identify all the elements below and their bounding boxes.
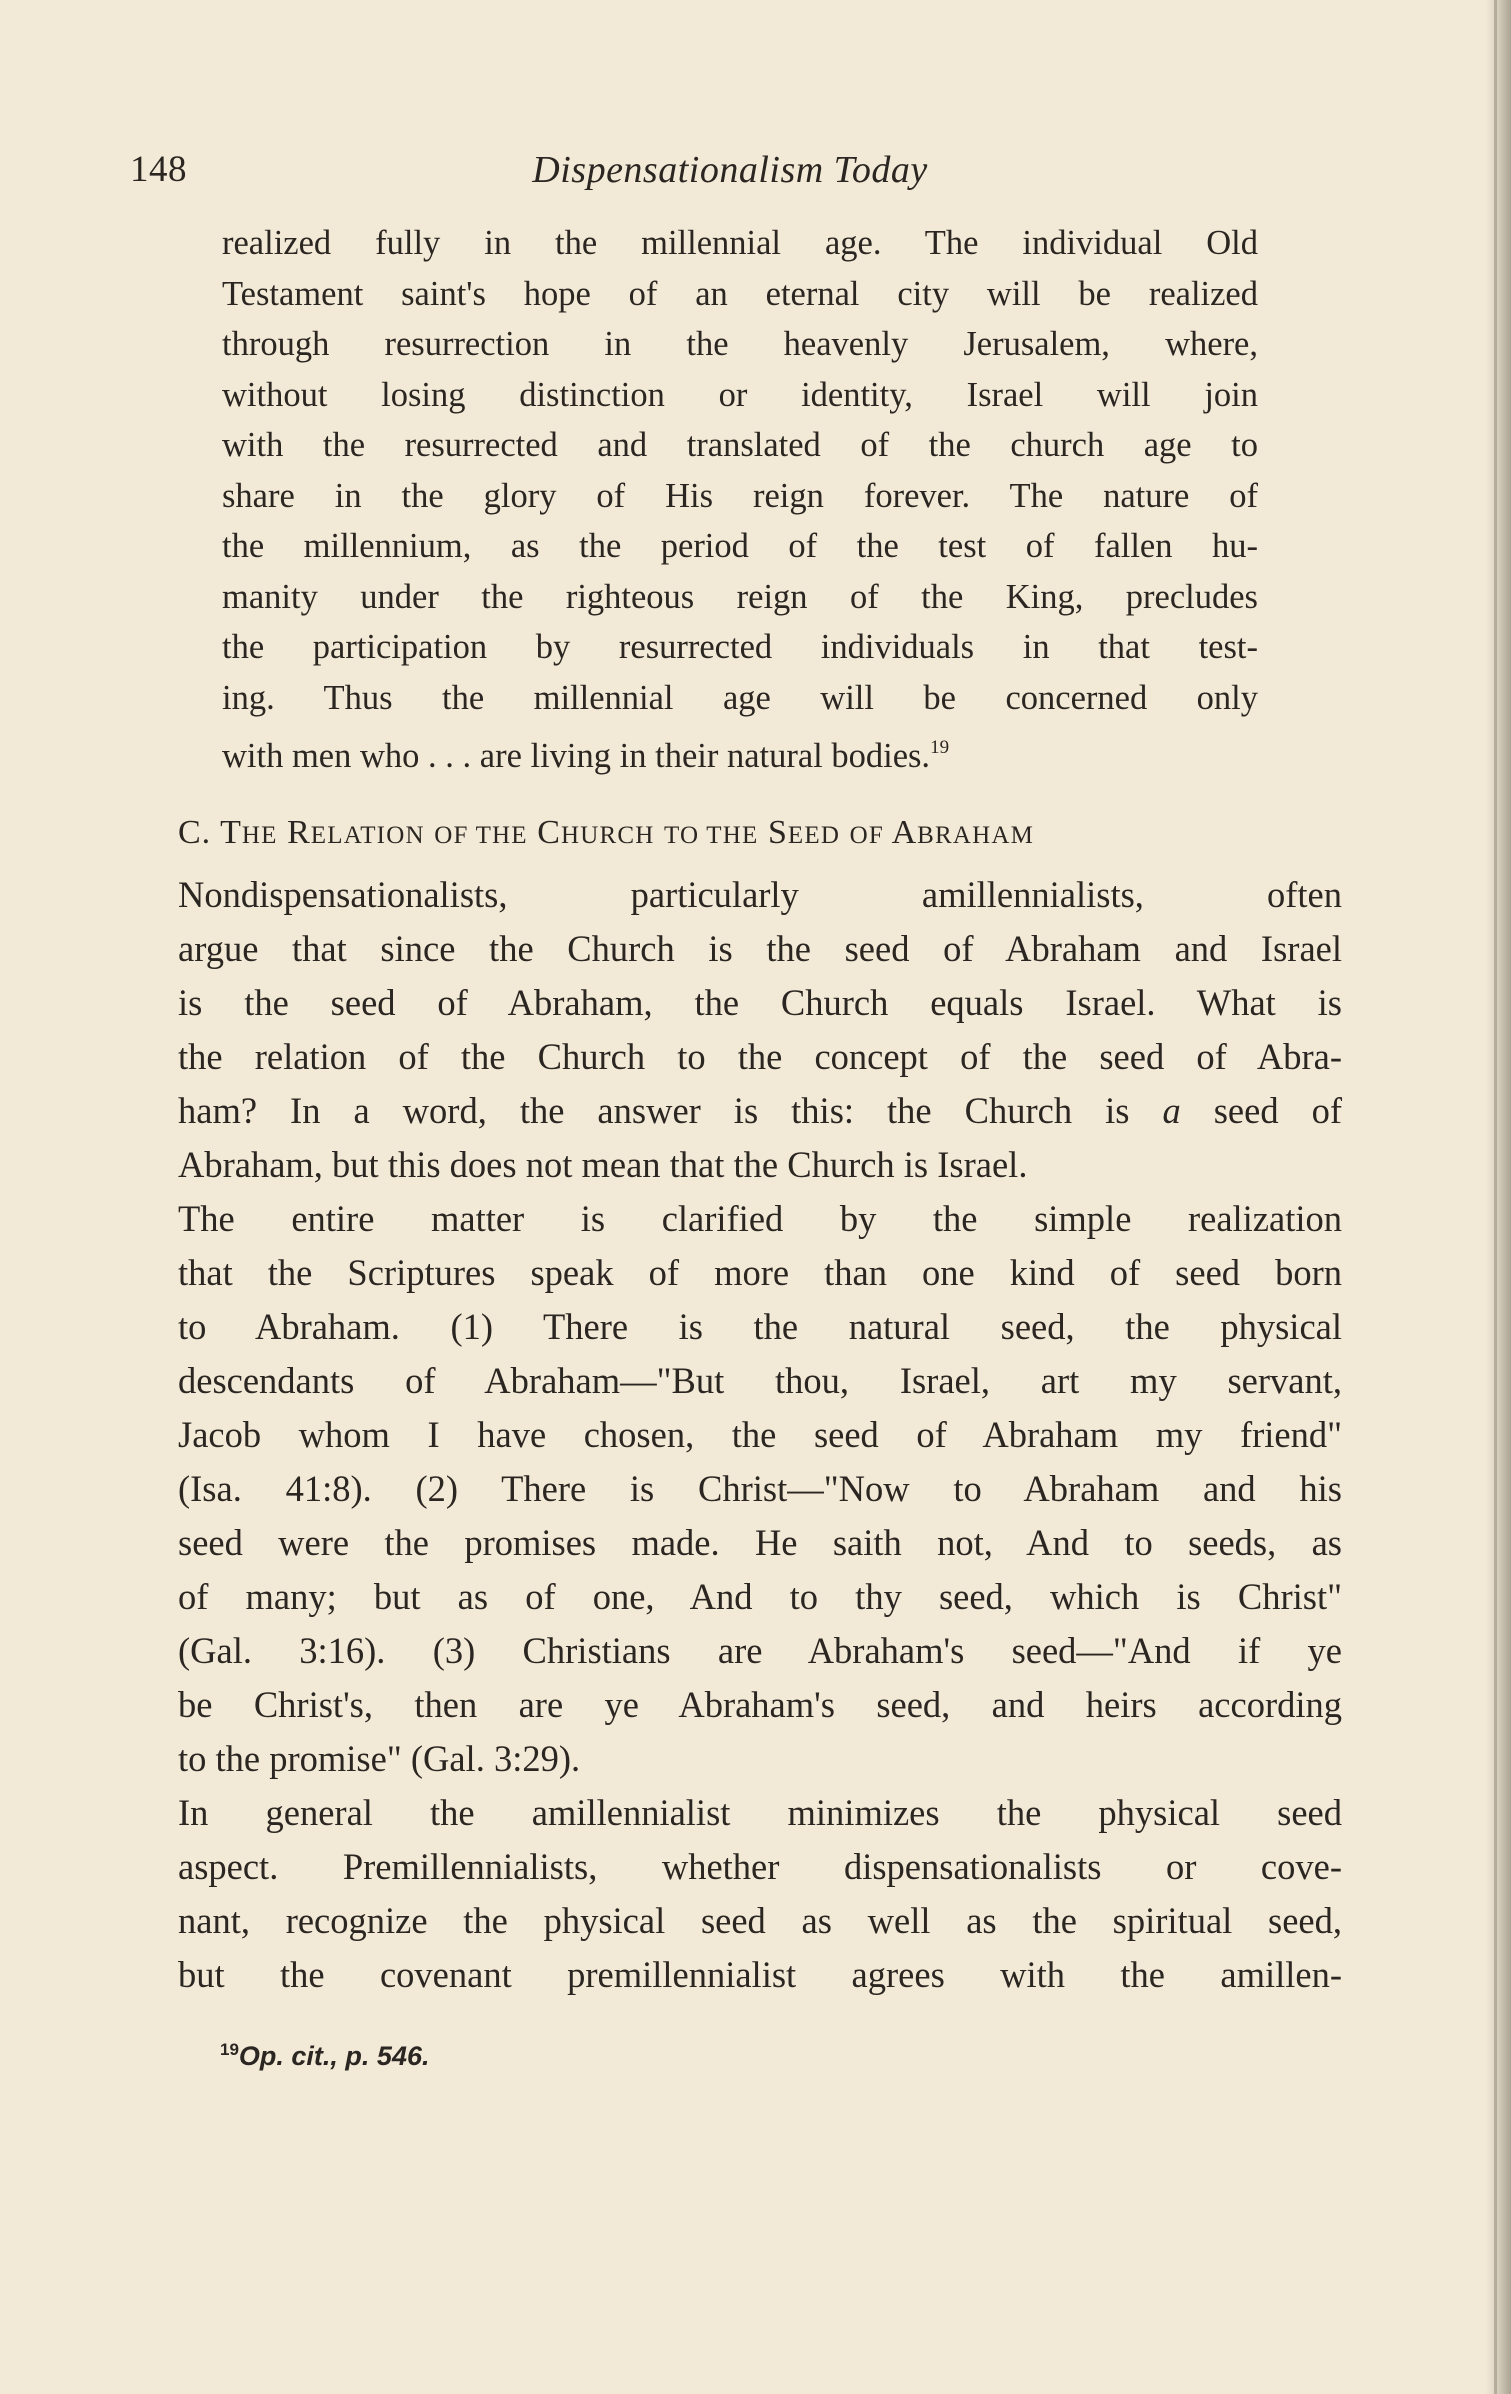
footnote-number: 19 bbox=[220, 2040, 239, 2059]
title-word: OF THE bbox=[434, 822, 528, 849]
paragraph-line: to Abraham. (1) There is the natural seed, the physical bbox=[178, 1306, 1342, 1347]
paragraph-line: seed were the promises made. He saith not, And to seeds, as bbox=[178, 1522, 1342, 1563]
title-word: CHURCH bbox=[537, 814, 655, 851]
paragraph-line: the relation of the Church to the concept of the seed of Abra- bbox=[178, 1036, 1342, 1077]
paragraph-line: Jacob whom I have chosen, the seed of Abraham my friend" bbox=[178, 1414, 1342, 1455]
quote-line: share in the glory of His reign forever. The nature of bbox=[222, 476, 1258, 515]
footnote bbox=[220, 2030, 429, 2076]
quote-line: without losing distinction or identity, Israel will join bbox=[222, 375, 1258, 414]
paragraph-line: Abraham, but this does not mean that the Church is Israel. bbox=[178, 1144, 1028, 1185]
running-head bbox=[130, 140, 1290, 200]
paragraph-line: is the seed of Abraham, the Church equals Israel. What is bbox=[178, 982, 1342, 1023]
quote-line: Testament saint's hope of an eternal city will be realized bbox=[222, 274, 1258, 313]
quote-line: ing. Thus the millennial age will be concerned only bbox=[222, 678, 1258, 717]
italic-a: a bbox=[1162, 1090, 1181, 1131]
paragraph-line: ham? In a word, the answer is this: the Church is a seed of bbox=[178, 1090, 1342, 1131]
title-word: TO THE bbox=[663, 822, 759, 849]
title-word: ABRAHAM bbox=[891, 814, 1035, 851]
quote-last-line bbox=[222, 723, 1258, 774]
page-number: 148 bbox=[130, 149, 187, 190]
footnote-text: Op. cit., p. 546. bbox=[238, 2041, 430, 2071]
paragraph-line: The entire matter is clarified by the simple realization bbox=[178, 1198, 1342, 1239]
paragraph-line: be Christ's, then are ye Abraham's seed, and heirs according bbox=[178, 1684, 1342, 1725]
book-title: Dispensationalism Today bbox=[532, 149, 928, 191]
paragraph-line: argue that since the Church is the seed of Abraham and Israel bbox=[178, 928, 1342, 969]
section-title bbox=[220, 814, 1034, 851]
quote-line: the millennium, as the period of the test of fallen hu- bbox=[222, 527, 1258, 565]
paragraph-line: to the promise" (Gal. 3:29). bbox=[178, 1738, 581, 1779]
footnote-reference: 19 bbox=[930, 737, 950, 758]
paragraph-line: Nondispensationalists, particularly amillennialists, often bbox=[178, 874, 1342, 915]
block-quote bbox=[222, 218, 1258, 774]
paragraph-line: aspect. Premillennialists, whether dispensationalists or cove- bbox=[178, 1846, 1342, 1887]
quote-last-line-text: with men who . . . are living in their natural bodies. bbox=[222, 737, 931, 775]
paragraph-line: nant, recognize the physical seed as well as the spiritual seed, bbox=[178, 1900, 1342, 1941]
quote-line: with the resurrected and translated of the church age to bbox=[222, 426, 1258, 464]
paragraph-line: but the covenant premillennialist agrees with the amillen- bbox=[178, 1954, 1342, 1995]
paragraph-line: (Gal. 3:16). (3) Christians are Abraham's seed—"And if ye bbox=[178, 1630, 1342, 1671]
paragraph-line: In general the amillennialist minimizes the physical seed bbox=[178, 1792, 1342, 1833]
title-word: RELATION bbox=[287, 814, 425, 851]
quote-line: the participation by resurrected individuals in that test- bbox=[222, 628, 1258, 666]
quote-line: manity under the righteous reign of the King, precludes bbox=[222, 577, 1258, 616]
quote-line: realized fully in the millennial age. The individual Old bbox=[222, 224, 1258, 262]
section-letter: C. bbox=[178, 814, 212, 851]
page-edge-line bbox=[1494, 0, 1497, 2394]
paragraph-line: that the Scriptures speak of more than one kind of seed born bbox=[178, 1252, 1342, 1293]
paragraph-line: (Isa. 41:8). (2) There is Christ—"Now to Abraham and his bbox=[178, 1468, 1342, 1509]
paragraph-line: descendants of Abraham—"But thou, Israel, art my servant, bbox=[178, 1360, 1342, 1401]
page-edge-shadow bbox=[1485, 0, 1511, 2394]
title-word: THE bbox=[220, 814, 278, 851]
quote-line: through resurrection in the heavenly Jerusalem, where, bbox=[222, 325, 1258, 363]
paragraph-line: of many; but as of one, And to thy seed, which is Christ" bbox=[178, 1576, 1342, 1617]
section-heading bbox=[178, 808, 1338, 861]
body-text bbox=[178, 868, 1342, 2002]
title-word: SEED bbox=[767, 814, 841, 851]
title-word: OF bbox=[849, 822, 884, 849]
